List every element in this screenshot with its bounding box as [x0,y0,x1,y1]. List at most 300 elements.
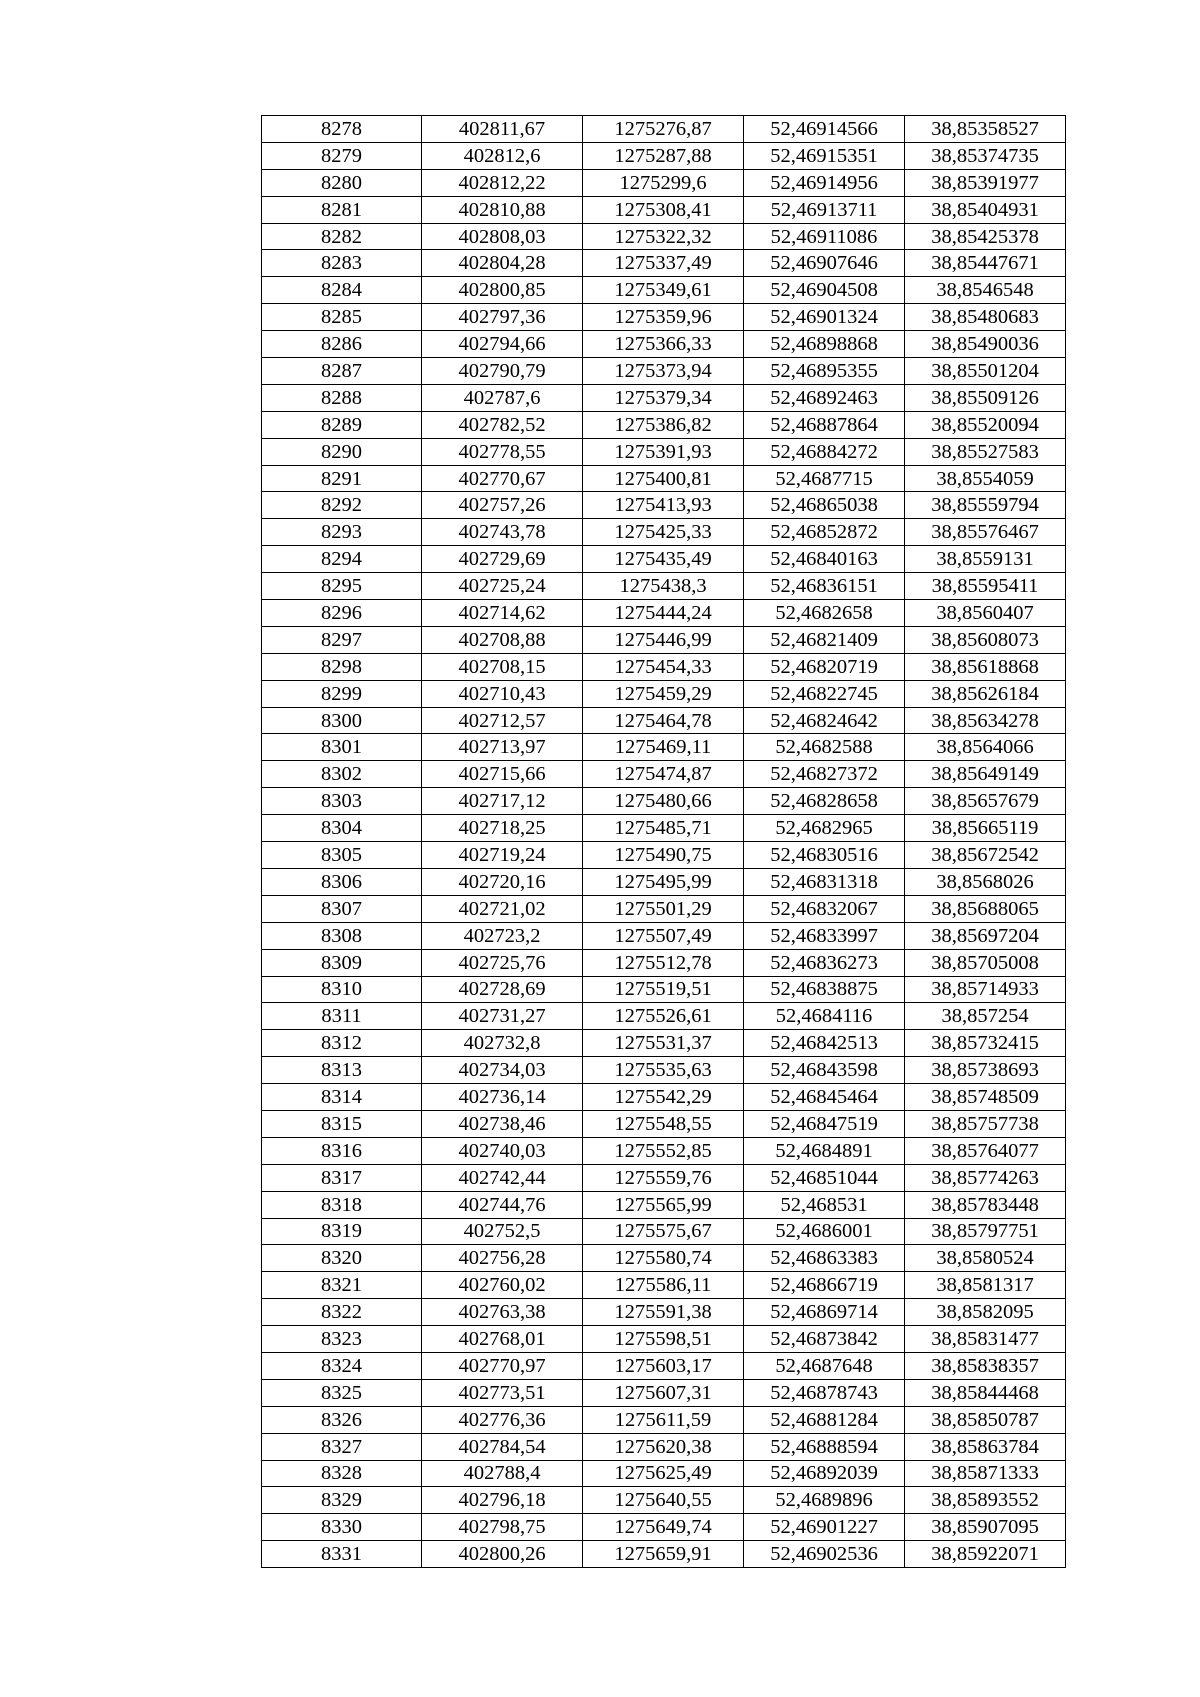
longitude-cell: 38,857254 [905,1003,1066,1030]
point-number-cell: 8324 [262,1352,422,1379]
latitude-cell: 52,46852872 [744,519,905,546]
table-row [262,1110,1066,1137]
longitude-cell: 38,8581317 [905,1272,1066,1299]
y-coordinate-cell: 1275474,87 [583,761,744,788]
point-number-cell: 8311 [262,1003,422,1030]
x-coordinate-cell: 402756,28 [422,1245,583,1272]
latitude-cell: 52,46914566 [744,116,905,143]
latitude-cell: 52,46888594 [744,1433,905,1460]
x-coordinate-cell: 402773,51 [422,1379,583,1406]
point-number-cell: 8330 [262,1514,422,1541]
latitude-cell: 52,4682588 [744,734,905,761]
point-number-cell: 8289 [262,411,422,438]
y-coordinate-cell: 1275438,3 [583,573,744,600]
latitude-cell: 52,46892463 [744,384,905,411]
latitude-cell: 52,46836273 [744,949,905,976]
latitude-cell: 52,46913711 [744,196,905,223]
y-coordinate-cell: 1275322,32 [583,223,744,250]
table-row [262,1541,1066,1568]
longitude-cell: 38,85657679 [905,788,1066,815]
table-row [262,1245,1066,1272]
y-coordinate-cell: 1275531,37 [583,1030,744,1057]
table-row [262,626,1066,653]
point-number-cell: 8303 [262,788,422,815]
point-number-cell: 8292 [262,492,422,519]
point-number-cell: 8307 [262,895,422,922]
latitude-cell: 52,46827372 [744,761,905,788]
y-coordinate-cell: 1275591,38 [583,1299,744,1326]
y-coordinate-cell: 1275485,71 [583,815,744,842]
y-coordinate-cell: 1275659,91 [583,1541,744,1568]
y-coordinate-cell: 1275464,78 [583,707,744,734]
longitude-cell: 38,85501204 [905,358,1066,385]
table-row [262,1084,1066,1111]
y-coordinate-cell: 1275425,33 [583,519,744,546]
x-coordinate-cell: 402811,67 [422,116,583,143]
y-coordinate-cell: 1275512,78 [583,949,744,976]
x-coordinate-cell: 402784,54 [422,1433,583,1460]
x-coordinate-cell: 402736,14 [422,1084,583,1111]
table-row [262,1218,1066,1245]
x-coordinate-cell: 402708,88 [422,626,583,653]
x-coordinate-cell: 402800,85 [422,277,583,304]
longitude-cell: 38,85618868 [905,653,1066,680]
x-coordinate-cell: 402725,24 [422,573,583,600]
longitude-cell: 38,85871333 [905,1460,1066,1487]
y-coordinate-cell: 1275480,66 [583,788,744,815]
y-coordinate-cell: 1275276,87 [583,116,744,143]
longitude-cell: 38,85764077 [905,1137,1066,1164]
y-coordinate-cell: 1275459,29 [583,680,744,707]
longitude-cell: 38,85527583 [905,438,1066,465]
y-coordinate-cell: 1275620,38 [583,1433,744,1460]
point-number-cell: 8313 [262,1057,422,1084]
latitude-cell: 52,46842513 [744,1030,905,1057]
point-number-cell: 8316 [262,1137,422,1164]
latitude-cell: 52,46828658 [744,788,905,815]
latitude-cell: 52,46902536 [744,1541,905,1568]
longitude-cell: 38,85922071 [905,1541,1066,1568]
latitude-cell: 52,46869714 [744,1299,905,1326]
point-number-cell: 8286 [262,331,422,358]
y-coordinate-cell: 1275495,99 [583,868,744,895]
table-row [262,573,1066,600]
point-number-cell: 8283 [262,250,422,277]
table-row [262,1057,1066,1084]
y-coordinate-cell: 1275366,33 [583,331,744,358]
table-row [262,519,1066,546]
y-coordinate-cell: 1275598,51 [583,1326,744,1353]
point-number-cell: 8280 [262,169,422,196]
point-number-cell: 8312 [262,1030,422,1057]
point-number-cell: 8325 [262,1379,422,1406]
latitude-cell: 52,46898868 [744,331,905,358]
table-row [262,1460,1066,1487]
x-coordinate-cell: 402788,4 [422,1460,583,1487]
y-coordinate-cell: 1275490,75 [583,842,744,869]
x-coordinate-cell: 402738,46 [422,1110,583,1137]
table-row [262,1326,1066,1353]
x-coordinate-cell: 402720,16 [422,868,583,895]
point-number-cell: 8309 [262,949,422,976]
y-coordinate-cell: 1275649,74 [583,1514,744,1541]
y-coordinate-cell: 1275603,17 [583,1352,744,1379]
latitude-cell: 52,46892039 [744,1460,905,1487]
table-row [262,868,1066,895]
x-coordinate-cell: 402782,52 [422,411,583,438]
point-number-cell: 8322 [262,1299,422,1326]
latitude-cell: 52,46833997 [744,922,905,949]
y-coordinate-cell: 1275501,29 [583,895,744,922]
y-coordinate-cell: 1275607,31 [583,1379,744,1406]
x-coordinate-cell: 402712,57 [422,707,583,734]
latitude-cell: 52,46822745 [744,680,905,707]
table-row [262,169,1066,196]
longitude-cell: 38,8559131 [905,546,1066,573]
point-number-cell: 8296 [262,600,422,627]
latitude-cell: 52,4682965 [744,815,905,842]
point-number-cell: 8291 [262,465,422,492]
y-coordinate-cell: 1275391,93 [583,438,744,465]
point-number-cell: 8308 [262,922,422,949]
point-number-cell: 8318 [262,1191,422,1218]
table-row [262,1272,1066,1299]
y-coordinate-cell: 1275379,34 [583,384,744,411]
x-coordinate-cell: 402794,66 [422,331,583,358]
x-coordinate-cell: 402743,78 [422,519,583,546]
table-row [262,922,1066,949]
latitude-cell: 52,46836151 [744,573,905,600]
x-coordinate-cell: 402721,02 [422,895,583,922]
table-row [262,304,1066,331]
point-number-cell: 8279 [262,142,422,169]
latitude-cell: 52,46911086 [744,223,905,250]
longitude-cell: 38,85863784 [905,1433,1066,1460]
longitude-cell: 38,85797751 [905,1218,1066,1245]
table-row [262,331,1066,358]
point-number-cell: 8331 [262,1541,422,1568]
y-coordinate-cell: 1275519,51 [583,976,744,1003]
x-coordinate-cell: 402797,36 [422,304,583,331]
table-row [262,815,1066,842]
table-row [262,277,1066,304]
latitude-cell: 52,46820719 [744,653,905,680]
table-row [262,223,1066,250]
longitude-cell: 38,85649149 [905,761,1066,788]
table-row [262,438,1066,465]
coordinates-table-body [262,116,1066,1568]
longitude-cell: 38,85576467 [905,519,1066,546]
x-coordinate-cell: 402763,38 [422,1299,583,1326]
point-number-cell: 8301 [262,734,422,761]
y-coordinate-cell: 1275575,67 [583,1218,744,1245]
x-coordinate-cell: 402732,8 [422,1030,583,1057]
longitude-cell: 38,85748509 [905,1084,1066,1111]
point-number-cell: 8327 [262,1433,422,1460]
x-coordinate-cell: 402778,55 [422,438,583,465]
table-row [262,1487,1066,1514]
longitude-cell: 38,85404931 [905,196,1066,223]
table-row [262,761,1066,788]
table-row [262,465,1066,492]
longitude-cell: 38,8554059 [905,465,1066,492]
longitude-cell: 38,85608073 [905,626,1066,653]
y-coordinate-cell: 1275535,63 [583,1057,744,1084]
longitude-cell: 38,85665119 [905,815,1066,842]
longitude-cell: 38,85774263 [905,1164,1066,1191]
longitude-cell: 38,85480683 [905,304,1066,331]
x-coordinate-cell: 402796,18 [422,1487,583,1514]
x-coordinate-cell: 402787,6 [422,384,583,411]
table-row [262,1191,1066,1218]
y-coordinate-cell: 1275435,49 [583,546,744,573]
longitude-cell: 38,85626184 [905,680,1066,707]
latitude-cell: 52,46821409 [744,626,905,653]
longitude-cell: 38,8564066 [905,734,1066,761]
table-row [262,492,1066,519]
latitude-cell: 52,46873842 [744,1326,905,1353]
point-number-cell: 8310 [262,976,422,1003]
latitude-cell: 52,4684891 [744,1137,905,1164]
table-row [262,976,1066,1003]
point-number-cell: 8299 [262,680,422,707]
latitude-cell: 52,46847519 [744,1110,905,1137]
longitude-cell: 38,85732415 [905,1030,1066,1057]
longitude-cell: 38,85838357 [905,1352,1066,1379]
latitude-cell: 52,46851044 [744,1164,905,1191]
table-row [262,250,1066,277]
longitude-cell: 38,8580524 [905,1245,1066,1272]
x-coordinate-cell: 402744,76 [422,1191,583,1218]
x-coordinate-cell: 402731,27 [422,1003,583,1030]
x-coordinate-cell: 402725,76 [422,949,583,976]
table-row [262,1514,1066,1541]
longitude-cell: 38,85757738 [905,1110,1066,1137]
table-row [262,1299,1066,1326]
y-coordinate-cell: 1275640,55 [583,1487,744,1514]
latitude-cell: 52,46845464 [744,1084,905,1111]
table-row [262,842,1066,869]
x-coordinate-cell: 402800,26 [422,1541,583,1568]
latitude-cell: 52,46866719 [744,1272,905,1299]
latitude-cell: 52,46914956 [744,169,905,196]
y-coordinate-cell: 1275299,6 [583,169,744,196]
table-row [262,600,1066,627]
y-coordinate-cell: 1275559,76 [583,1164,744,1191]
longitude-cell: 38,85714933 [905,976,1066,1003]
latitude-cell: 52,46895355 [744,358,905,385]
longitude-cell: 38,85374735 [905,142,1066,169]
y-coordinate-cell: 1275373,94 [583,358,744,385]
x-coordinate-cell: 402718,25 [422,815,583,842]
y-coordinate-cell: 1275586,11 [583,1272,744,1299]
y-coordinate-cell: 1275625,49 [583,1460,744,1487]
latitude-cell: 52,46901324 [744,304,905,331]
y-coordinate-cell: 1275580,74 [583,1245,744,1272]
point-number-cell: 8329 [262,1487,422,1514]
table-row [262,116,1066,143]
longitude-cell: 38,85358527 [905,116,1066,143]
x-coordinate-cell: 402770,97 [422,1352,583,1379]
y-coordinate-cell: 1275287,88 [583,142,744,169]
longitude-cell: 38,85893552 [905,1487,1066,1514]
table-row [262,680,1066,707]
longitude-cell: 38,85490036 [905,331,1066,358]
latitude-cell: 52,46907646 [744,250,905,277]
x-coordinate-cell: 402768,01 [422,1326,583,1353]
latitude-cell: 52,46843598 [744,1057,905,1084]
y-coordinate-cell: 1275446,99 [583,626,744,653]
table-row [262,142,1066,169]
latitude-cell: 52,46824642 [744,707,905,734]
table-row [262,1003,1066,1030]
latitude-cell: 52,46865038 [744,492,905,519]
point-number-cell: 8328 [262,1460,422,1487]
point-number-cell: 8293 [262,519,422,546]
y-coordinate-cell: 1275565,99 [583,1191,744,1218]
x-coordinate-cell: 402713,97 [422,734,583,761]
x-coordinate-cell: 402715,66 [422,761,583,788]
longitude-cell: 38,85634278 [905,707,1066,734]
coordinates-table [261,115,1066,1568]
latitude-cell: 52,4686001 [744,1218,905,1245]
x-coordinate-cell: 402710,43 [422,680,583,707]
point-number-cell: 8304 [262,815,422,842]
x-coordinate-cell: 402714,62 [422,600,583,627]
table-row [262,788,1066,815]
table-row [262,734,1066,761]
x-coordinate-cell: 402770,67 [422,465,583,492]
table-row [262,358,1066,385]
latitude-cell: 52,46832067 [744,895,905,922]
longitude-cell: 38,8546548 [905,277,1066,304]
point-number-cell: 8315 [262,1110,422,1137]
longitude-cell: 38,85447671 [905,250,1066,277]
table-row [262,949,1066,976]
y-coordinate-cell: 1275349,61 [583,277,744,304]
longitude-cell: 38,8568026 [905,868,1066,895]
latitude-cell: 52,46831318 [744,868,905,895]
latitude-cell: 52,46915351 [744,142,905,169]
table-row [262,1433,1066,1460]
table-row [262,1164,1066,1191]
y-coordinate-cell: 1275413,93 [583,492,744,519]
table-row [262,411,1066,438]
point-number-cell: 8282 [262,223,422,250]
x-coordinate-cell: 402808,03 [422,223,583,250]
y-coordinate-cell: 1275386,82 [583,411,744,438]
longitude-cell: 38,85559794 [905,492,1066,519]
latitude-cell: 52,46840163 [744,546,905,573]
x-coordinate-cell: 402804,28 [422,250,583,277]
table-row [262,384,1066,411]
latitude-cell: 52,468531 [744,1191,905,1218]
table-row [262,1352,1066,1379]
point-number-cell: 8319 [262,1218,422,1245]
table-row [262,1406,1066,1433]
y-coordinate-cell: 1275337,49 [583,250,744,277]
longitude-cell: 38,85688065 [905,895,1066,922]
longitude-cell: 38,8582095 [905,1299,1066,1326]
point-number-cell: 8317 [262,1164,422,1191]
point-number-cell: 8305 [262,842,422,869]
x-coordinate-cell: 402810,88 [422,196,583,223]
longitude-cell: 38,85738693 [905,1057,1066,1084]
point-number-cell: 8300 [262,707,422,734]
y-coordinate-cell: 1275308,41 [583,196,744,223]
latitude-cell: 52,4684116 [744,1003,905,1030]
latitude-cell: 52,46878743 [744,1379,905,1406]
latitude-cell: 52,46901227 [744,1514,905,1541]
table-row [262,895,1066,922]
latitude-cell: 52,4682658 [744,600,905,627]
table-row [262,196,1066,223]
x-coordinate-cell: 402812,22 [422,169,583,196]
y-coordinate-cell: 1275469,11 [583,734,744,761]
latitude-cell: 52,4689896 [744,1487,905,1514]
point-number-cell: 8326 [262,1406,422,1433]
latitude-cell: 52,46830516 [744,842,905,869]
y-coordinate-cell: 1275552,85 [583,1137,744,1164]
y-coordinate-cell: 1275542,29 [583,1084,744,1111]
table-row [262,653,1066,680]
table-row [262,1379,1066,1406]
x-coordinate-cell: 402757,26 [422,492,583,519]
longitude-cell: 38,85391977 [905,169,1066,196]
y-coordinate-cell: 1275548,55 [583,1110,744,1137]
table-row [262,707,1066,734]
longitude-cell: 38,85672542 [905,842,1066,869]
longitude-cell: 38,8560407 [905,600,1066,627]
x-coordinate-cell: 402708,15 [422,653,583,680]
longitude-cell: 38,85595411 [905,573,1066,600]
x-coordinate-cell: 402752,5 [422,1218,583,1245]
x-coordinate-cell: 402734,03 [422,1057,583,1084]
x-coordinate-cell: 402742,44 [422,1164,583,1191]
x-coordinate-cell: 402790,79 [422,358,583,385]
x-coordinate-cell: 402776,36 [422,1406,583,1433]
x-coordinate-cell: 402723,2 [422,922,583,949]
x-coordinate-cell: 402812,6 [422,142,583,169]
longitude-cell: 38,85850787 [905,1406,1066,1433]
longitude-cell: 38,85844468 [905,1379,1066,1406]
longitude-cell: 38,85509126 [905,384,1066,411]
x-coordinate-cell: 402729,69 [422,546,583,573]
point-number-cell: 8302 [262,761,422,788]
point-number-cell: 8288 [262,384,422,411]
point-number-cell: 8306 [262,868,422,895]
latitude-cell: 52,46884272 [744,438,905,465]
point-number-cell: 8278 [262,116,422,143]
longitude-cell: 38,85831477 [905,1326,1066,1353]
x-coordinate-cell: 402717,12 [422,788,583,815]
longitude-cell: 38,85783448 [905,1191,1066,1218]
y-coordinate-cell: 1275526,61 [583,1003,744,1030]
point-number-cell: 8321 [262,1272,422,1299]
point-number-cell: 8285 [262,304,422,331]
point-number-cell: 8281 [262,196,422,223]
table-row [262,546,1066,573]
longitude-cell: 38,85705008 [905,949,1066,976]
point-number-cell: 8314 [262,1084,422,1111]
point-number-cell: 8298 [262,653,422,680]
longitude-cell: 38,85697204 [905,922,1066,949]
longitude-cell: 38,85425378 [905,223,1066,250]
point-number-cell: 8295 [262,573,422,600]
longitude-cell: 38,85520094 [905,411,1066,438]
point-number-cell: 8284 [262,277,422,304]
x-coordinate-cell: 402740,03 [422,1137,583,1164]
